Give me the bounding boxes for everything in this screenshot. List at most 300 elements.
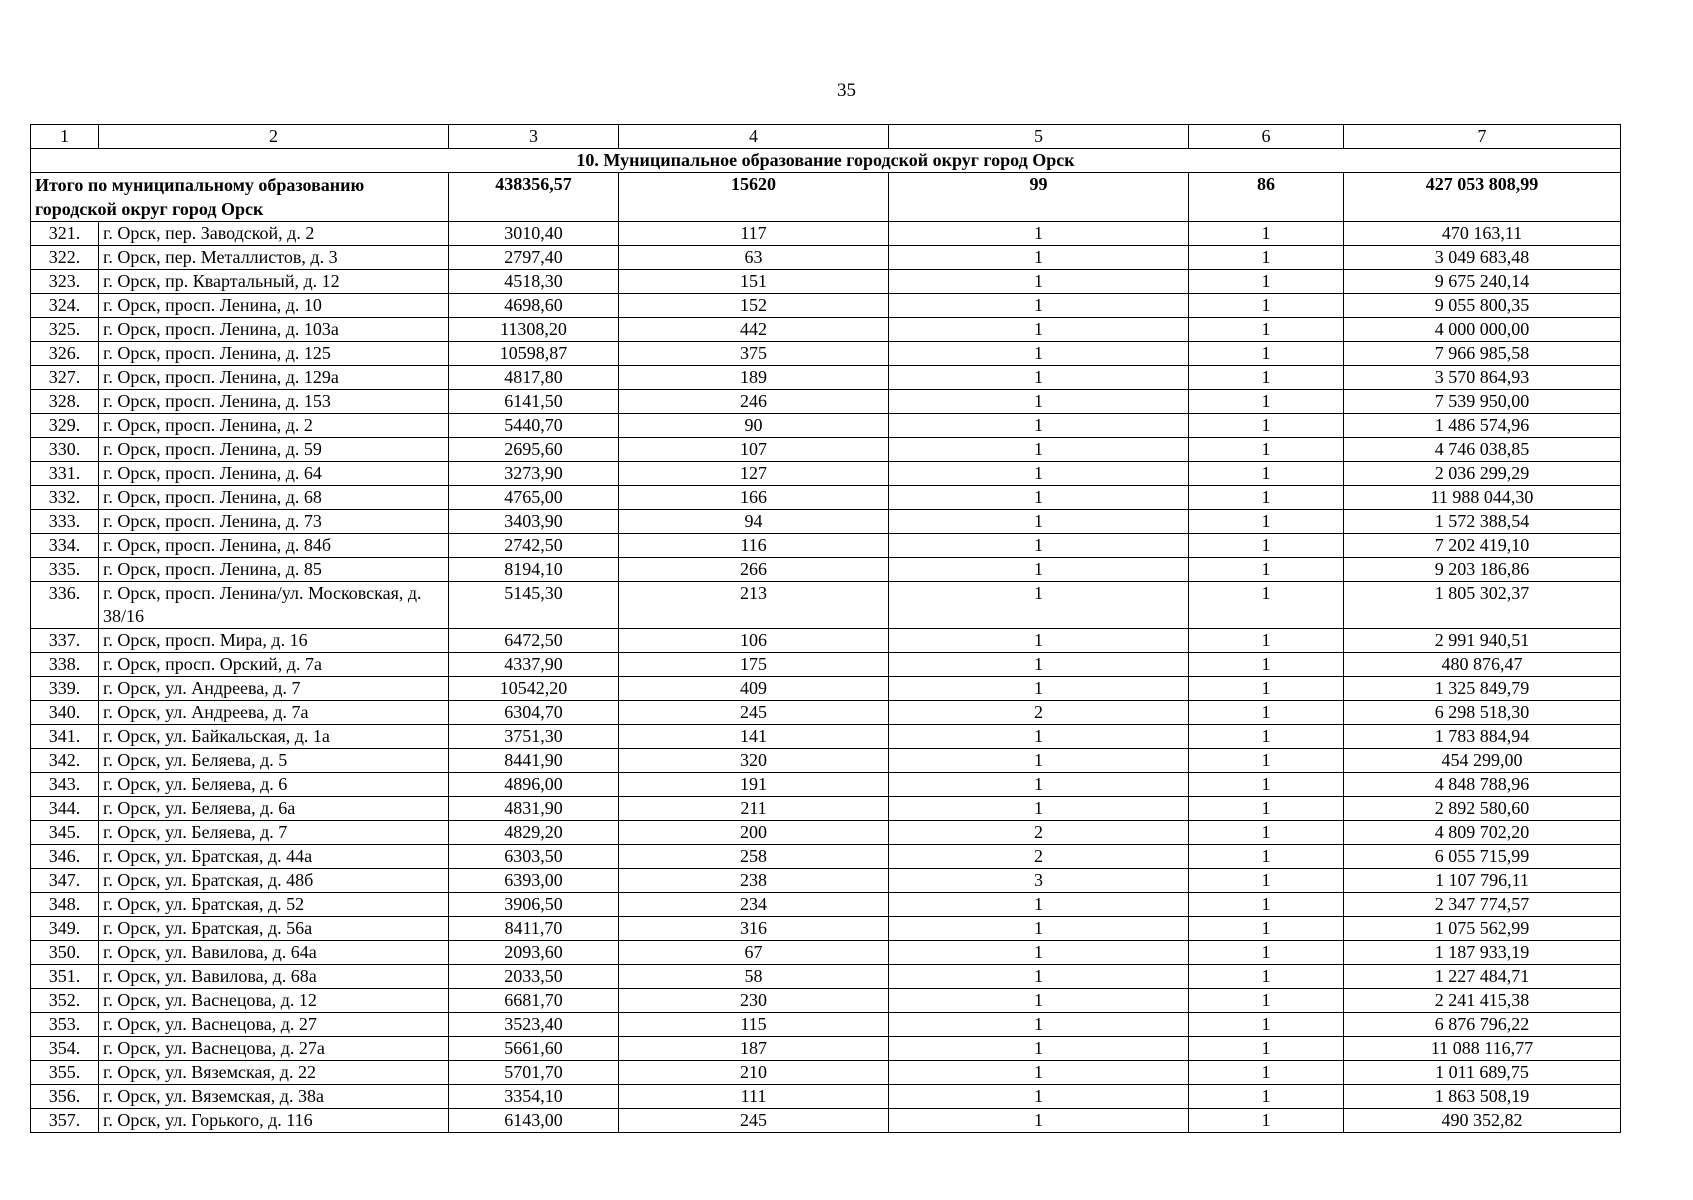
row-c5: 1 [889, 797, 1189, 821]
column-header: 3 [449, 125, 619, 149]
row-c5: 1 [889, 677, 1189, 701]
row-c5: 1 [889, 486, 1189, 510]
row-c6: 1 [1189, 414, 1344, 438]
row-c5: 1 [889, 1037, 1189, 1061]
row-c6: 1 [1189, 534, 1344, 558]
table-row [31, 941, 1621, 965]
row-address: г. Орск, ул. Вяземская, д. 22 [99, 1061, 449, 1085]
table-row [31, 246, 1621, 270]
table-row [31, 534, 1621, 558]
row-address: г. Орск, просп. Ленина/ул. Московская, д. 38/16 [99, 582, 449, 629]
row-c4: 117 [619, 222, 889, 246]
table-row [31, 989, 1621, 1013]
row-c4: 200 [619, 821, 889, 845]
row-c4: 111 [619, 1085, 889, 1109]
row-c6: 1 [1189, 989, 1344, 1013]
row-c3: 4817,80 [449, 366, 619, 390]
row-address: г. Орск, ул. Андреева, д. 7 [99, 677, 449, 701]
table-row [31, 222, 1621, 246]
row-address: г. Орск, пер. Металлистов, д. 3 [99, 246, 449, 270]
row-number: 334. [31, 534, 99, 558]
row-c4: 442 [619, 318, 889, 342]
row-c6: 1 [1189, 677, 1344, 701]
row-c3: 3403,90 [449, 510, 619, 534]
row-c5: 1 [889, 893, 1189, 917]
row-number: 350. [31, 941, 99, 965]
row-c3: 4698,60 [449, 294, 619, 318]
row-number: 344. [31, 797, 99, 821]
row-c5: 1 [889, 558, 1189, 582]
table-row [31, 462, 1621, 486]
row-c7: 2 347 774,57 [1344, 893, 1621, 917]
row-number: 353. [31, 1013, 99, 1037]
row-c3: 3010,40 [449, 222, 619, 246]
table-row [31, 773, 1621, 797]
row-c6: 1 [1189, 294, 1344, 318]
table-row [31, 917, 1621, 941]
row-c3: 6472,50 [449, 629, 619, 653]
row-c7: 1 805 302,37 [1344, 582, 1621, 629]
data-table [30, 124, 1621, 1133]
row-c4: 107 [619, 438, 889, 462]
row-c4: 246 [619, 390, 889, 414]
row-c4: 316 [619, 917, 889, 941]
table-row [31, 821, 1621, 845]
row-c7: 470 163,11 [1344, 222, 1621, 246]
row-c7: 9 675 240,14 [1344, 270, 1621, 294]
row-address: г. Орск, ул. Беляева, д. 5 [99, 749, 449, 773]
row-c3: 3906,50 [449, 893, 619, 917]
row-number: 341. [31, 725, 99, 749]
row-c3: 2695,60 [449, 438, 619, 462]
row-c3: 6143,00 [449, 1109, 619, 1133]
row-c5: 1 [889, 414, 1189, 438]
row-c3: 2033,50 [449, 965, 619, 989]
table-row [31, 438, 1621, 462]
row-number: 343. [31, 773, 99, 797]
column-header: 7 [1344, 125, 1621, 149]
row-address: г. Орск, ул. Андреева, д. 7а [99, 701, 449, 725]
row-c3: 4829,20 [449, 821, 619, 845]
table-row [31, 414, 1621, 438]
row-c7: 490 352,82 [1344, 1109, 1621, 1133]
row-number: 342. [31, 749, 99, 773]
row-c5: 1 [889, 1061, 1189, 1085]
row-c4: 90 [619, 414, 889, 438]
row-c3: 5661,60 [449, 1037, 619, 1061]
row-c6: 1 [1189, 1061, 1344, 1085]
row-c5: 1 [889, 318, 1189, 342]
row-c4: 258 [619, 845, 889, 869]
row-c4: 245 [619, 701, 889, 725]
table-row [31, 294, 1621, 318]
row-number: 345. [31, 821, 99, 845]
row-c3: 6303,50 [449, 845, 619, 869]
row-c7: 1 227 484,71 [1344, 965, 1621, 989]
row-c4: 245 [619, 1109, 889, 1133]
row-address: г. Орск, просп. Мира, д. 16 [99, 629, 449, 653]
row-c3: 5701,70 [449, 1061, 619, 1085]
row-number: 333. [31, 510, 99, 534]
row-number: 352. [31, 989, 99, 1013]
row-number: 330. [31, 438, 99, 462]
row-number: 340. [31, 701, 99, 725]
table-row [31, 270, 1621, 294]
row-c7: 3 049 683,48 [1344, 246, 1621, 270]
row-c5: 2 [889, 821, 1189, 845]
row-number: 332. [31, 486, 99, 510]
table-row [31, 677, 1621, 701]
row-c5: 1 [889, 629, 1189, 653]
row-c4: 94 [619, 510, 889, 534]
column-header: 2 [99, 125, 449, 149]
table-row [31, 318, 1621, 342]
row-c6: 1 [1189, 582, 1344, 629]
table-row [31, 510, 1621, 534]
table-row [31, 869, 1621, 893]
row-c5: 1 [889, 749, 1189, 773]
row-c3: 3523,40 [449, 1013, 619, 1037]
row-c6: 1 [1189, 486, 1344, 510]
row-c5: 1 [889, 989, 1189, 1013]
table-row [31, 582, 1621, 629]
table-row [31, 1085, 1621, 1109]
row-address: г. Орск, ул. Беляева, д. 6 [99, 773, 449, 797]
row-number: 349. [31, 917, 99, 941]
row-number: 323. [31, 270, 99, 294]
row-c7: 2 991 940,51 [1344, 629, 1621, 653]
row-c7: 2 036 299,29 [1344, 462, 1621, 486]
row-number: 354. [31, 1037, 99, 1061]
table-row [31, 1013, 1621, 1037]
row-number: 326. [31, 342, 99, 366]
row-c6: 1 [1189, 390, 1344, 414]
row-address: г. Орск, пр. Квартальный, д. 12 [99, 270, 449, 294]
row-c4: 63 [619, 246, 889, 270]
row-c6: 1 [1189, 629, 1344, 653]
row-address: г. Орск, просп. Ленина, д. 129а [99, 366, 449, 390]
row-c7: 4 809 702,20 [1344, 821, 1621, 845]
row-c7: 1 187 933,19 [1344, 941, 1621, 965]
row-c4: 115 [619, 1013, 889, 1037]
row-c7: 1 783 884,94 [1344, 725, 1621, 749]
row-c4: 141 [619, 725, 889, 749]
row-c7: 480 876,47 [1344, 653, 1621, 677]
row-c3: 2742,50 [449, 534, 619, 558]
row-c3: 4896,00 [449, 773, 619, 797]
row-c3: 6141,50 [449, 390, 619, 414]
row-number: 327. [31, 366, 99, 390]
row-number: 329. [31, 414, 99, 438]
row-c4: 127 [619, 462, 889, 486]
row-c7: 454 299,00 [1344, 749, 1621, 773]
row-c4: 211 [619, 797, 889, 821]
row-c6: 1 [1189, 725, 1344, 749]
row-c7: 1 863 508,19 [1344, 1085, 1621, 1109]
total-c7: 427 053 808,99 [1344, 173, 1621, 222]
row-c5: 1 [889, 366, 1189, 390]
row-c4: 234 [619, 893, 889, 917]
row-c5: 1 [889, 941, 1189, 965]
row-c6: 1 [1189, 1013, 1344, 1037]
row-c3: 10598,87 [449, 342, 619, 366]
row-c7: 9 203 186,86 [1344, 558, 1621, 582]
row-number: 335. [31, 558, 99, 582]
row-c7: 6 055 715,99 [1344, 845, 1621, 869]
row-c6: 1 [1189, 701, 1344, 725]
row-c7: 6 298 518,30 [1344, 701, 1621, 725]
row-c4: 187 [619, 1037, 889, 1061]
row-c7: 1 486 574,96 [1344, 414, 1621, 438]
row-c5: 1 [889, 917, 1189, 941]
row-c6: 1 [1189, 749, 1344, 773]
row-c3: 8411,70 [449, 917, 619, 941]
total-c3: 438356,57 [449, 173, 619, 222]
section-title-row [31, 149, 1621, 173]
row-c6: 1 [1189, 653, 1344, 677]
row-address: г. Орск, просп. Ленина, д. 85 [99, 558, 449, 582]
total-label: Итого по муниципальному образованию городской округ город Орск [31, 173, 449, 222]
row-number: 328. [31, 390, 99, 414]
table-row [31, 558, 1621, 582]
row-c3: 8441,90 [449, 749, 619, 773]
row-number: 338. [31, 653, 99, 677]
row-c3: 4518,30 [449, 270, 619, 294]
row-c3: 3273,90 [449, 462, 619, 486]
row-c6: 1 [1189, 797, 1344, 821]
row-address: г. Орск, просп. Ленина, д. 84б [99, 534, 449, 558]
row-c5: 1 [889, 390, 1189, 414]
row-number: 357. [31, 1109, 99, 1133]
row-c5: 1 [889, 462, 1189, 486]
table-row [31, 1037, 1621, 1061]
row-number: 322. [31, 246, 99, 270]
total-c4: 15620 [619, 173, 889, 222]
table-row [31, 965, 1621, 989]
row-address: г. Орск, просп. Ленина, д. 2 [99, 414, 449, 438]
row-c3: 5440,70 [449, 414, 619, 438]
row-c3: 4337,90 [449, 653, 619, 677]
row-c6: 1 [1189, 941, 1344, 965]
row-c6: 1 [1189, 270, 1344, 294]
row-number: 339. [31, 677, 99, 701]
row-c7: 4 000 000,00 [1344, 318, 1621, 342]
row-c5: 2 [889, 845, 1189, 869]
row-c5: 1 [889, 773, 1189, 797]
row-c3: 5145,30 [449, 582, 619, 629]
row-number: 331. [31, 462, 99, 486]
row-c7: 6 876 796,22 [1344, 1013, 1621, 1037]
row-address: г. Орск, ул. Братская, д. 48б [99, 869, 449, 893]
table-row [31, 797, 1621, 821]
row-c3: 6304,70 [449, 701, 619, 725]
row-address: г. Орск, просп. Ленина, д. 10 [99, 294, 449, 318]
row-c7: 7 966 985,58 [1344, 342, 1621, 366]
row-c6: 1 [1189, 893, 1344, 917]
row-c6: 1 [1189, 366, 1344, 390]
row-c3: 4831,90 [449, 797, 619, 821]
column-header: 1 [31, 125, 99, 149]
table-row [31, 486, 1621, 510]
row-c7: 7 539 950,00 [1344, 390, 1621, 414]
row-address: г. Орск, просп. Ленина, д. 68 [99, 486, 449, 510]
row-c6: 1 [1189, 917, 1344, 941]
row-c6: 1 [1189, 222, 1344, 246]
table-row [31, 845, 1621, 869]
row-c4: 238 [619, 869, 889, 893]
row-address: г. Орск, просп. Ленина, д. 103а [99, 318, 449, 342]
row-c6: 1 [1189, 869, 1344, 893]
row-number: 348. [31, 893, 99, 917]
table-row [31, 629, 1621, 653]
row-c3: 3751,30 [449, 725, 619, 749]
row-c4: 152 [619, 294, 889, 318]
row-c4: 375 [619, 342, 889, 366]
row-c7: 3 570 864,93 [1344, 366, 1621, 390]
row-c7: 7 202 419,10 [1344, 534, 1621, 558]
row-c4: 151 [619, 270, 889, 294]
row-address: г. Орск, ул. Байкальская, д. 1а [99, 725, 449, 749]
row-c3: 8194,10 [449, 558, 619, 582]
row-c5: 3 [889, 869, 1189, 893]
row-c5: 1 [889, 222, 1189, 246]
row-c5: 1 [889, 294, 1189, 318]
table-row [31, 342, 1621, 366]
row-c5: 1 [889, 1013, 1189, 1037]
row-address: г. Орск, ул. Вавилова, д. 64а [99, 941, 449, 965]
row-c7: 1 075 562,99 [1344, 917, 1621, 941]
row-c7: 2 241 415,38 [1344, 989, 1621, 1013]
table-row [31, 366, 1621, 390]
row-c7: 1 572 388,54 [1344, 510, 1621, 534]
table-row [31, 749, 1621, 773]
row-address: г. Орск, просп. Орский, д. 7а [99, 653, 449, 677]
row-c4: 191 [619, 773, 889, 797]
row-address: г. Орск, ул. Братская, д. 52 [99, 893, 449, 917]
row-c7: 11 088 116,77 [1344, 1037, 1621, 1061]
row-c5: 1 [889, 1085, 1189, 1109]
row-c4: 409 [619, 677, 889, 701]
total-row [31, 173, 1621, 222]
row-c3: 11308,20 [449, 318, 619, 342]
row-c6: 1 [1189, 821, 1344, 845]
row-c5: 1 [889, 582, 1189, 629]
row-c7: 1 107 796,11 [1344, 869, 1621, 893]
row-c6: 1 [1189, 1085, 1344, 1109]
row-c7: 11 988 044,30 [1344, 486, 1621, 510]
row-c5: 1 [889, 965, 1189, 989]
row-address: г. Орск, пер. Заводской, д. 2 [99, 222, 449, 246]
row-c5: 1 [889, 510, 1189, 534]
row-c7: 4 746 038,85 [1344, 438, 1621, 462]
row-c5: 1 [889, 1109, 1189, 1133]
row-c4: 230 [619, 989, 889, 1013]
row-c6: 1 [1189, 318, 1344, 342]
row-address: г. Орск, ул. Братская, д. 56а [99, 917, 449, 941]
table-row [31, 725, 1621, 749]
row-c5: 1 [889, 342, 1189, 366]
row-c6: 1 [1189, 246, 1344, 270]
row-c5: 1 [889, 246, 1189, 270]
row-number: 355. [31, 1061, 99, 1085]
column-header: 4 [619, 125, 889, 149]
row-c5: 1 [889, 534, 1189, 558]
row-address: г. Орск, просп. Ленина, д. 125 [99, 342, 449, 366]
row-address: г. Орск, просп. Ленина, д. 59 [99, 438, 449, 462]
table-row [31, 653, 1621, 677]
row-c3: 3354,10 [449, 1085, 619, 1109]
row-c5: 1 [889, 653, 1189, 677]
row-c4: 166 [619, 486, 889, 510]
row-c3: 6393,00 [449, 869, 619, 893]
row-address: г. Орск, ул. Васнецова, д. 27а [99, 1037, 449, 1061]
row-c6: 1 [1189, 1037, 1344, 1061]
row-c3: 2093,60 [449, 941, 619, 965]
row-number: 347. [31, 869, 99, 893]
row-c3: 2797,40 [449, 246, 619, 270]
row-number: 337. [31, 629, 99, 653]
row-c5: 1 [889, 270, 1189, 294]
row-c4: 320 [619, 749, 889, 773]
row-number: 351. [31, 965, 99, 989]
row-address: г. Орск, ул. Васнецова, д. 12 [99, 989, 449, 1013]
row-number: 321. [31, 222, 99, 246]
row-number: 336. [31, 582, 99, 629]
row-c6: 1 [1189, 558, 1344, 582]
row-address: г. Орск, ул. Вяземская, д. 38а [99, 1085, 449, 1109]
total-c5: 99 [889, 173, 1189, 222]
row-c4: 116 [619, 534, 889, 558]
row-c7: 1 325 849,79 [1344, 677, 1621, 701]
row-c5: 1 [889, 725, 1189, 749]
row-address: г. Орск, ул. Вавилова, д. 68а [99, 965, 449, 989]
table-row [31, 1109, 1621, 1133]
column-header: 6 [1189, 125, 1344, 149]
row-address: г. Орск, ул. Васнецова, д. 27 [99, 1013, 449, 1037]
column-header: 5 [889, 125, 1189, 149]
row-c3: 4765,00 [449, 486, 619, 510]
row-c6: 1 [1189, 510, 1344, 534]
total-c6: 86 [1189, 173, 1344, 222]
row-c3: 6681,70 [449, 989, 619, 1013]
row-c7: 4 848 788,96 [1344, 773, 1621, 797]
section-title: 10. Муниципальное образование городской округ город Орск [31, 149, 1621, 173]
table-row [31, 1061, 1621, 1085]
row-c7: 2 892 580,60 [1344, 797, 1621, 821]
row-c4: 106 [619, 629, 889, 653]
row-c5: 1 [889, 438, 1189, 462]
row-number: 356. [31, 1085, 99, 1109]
row-c4: 266 [619, 558, 889, 582]
row-number: 346. [31, 845, 99, 869]
row-c5: 2 [889, 701, 1189, 725]
row-address: г. Орск, просп. Ленина, д. 73 [99, 510, 449, 534]
row-c4: 175 [619, 653, 889, 677]
row-c7: 9 055 800,35 [1344, 294, 1621, 318]
row-address: г. Орск, ул. Горького, д. 116 [99, 1109, 449, 1133]
row-c6: 1 [1189, 438, 1344, 462]
row-c4: 213 [619, 582, 889, 629]
row-address: г. Орск, просп. Ленина, д. 153 [99, 390, 449, 414]
row-address: г. Орск, просп. Ленина, д. 64 [99, 462, 449, 486]
table-row [31, 701, 1621, 725]
column-header-row [31, 125, 1621, 149]
table-row [31, 390, 1621, 414]
page-number: 35 [837, 80, 856, 101]
row-c3: 10542,20 [449, 677, 619, 701]
row-number: 325. [31, 318, 99, 342]
row-c7: 1 011 689,75 [1344, 1061, 1621, 1085]
